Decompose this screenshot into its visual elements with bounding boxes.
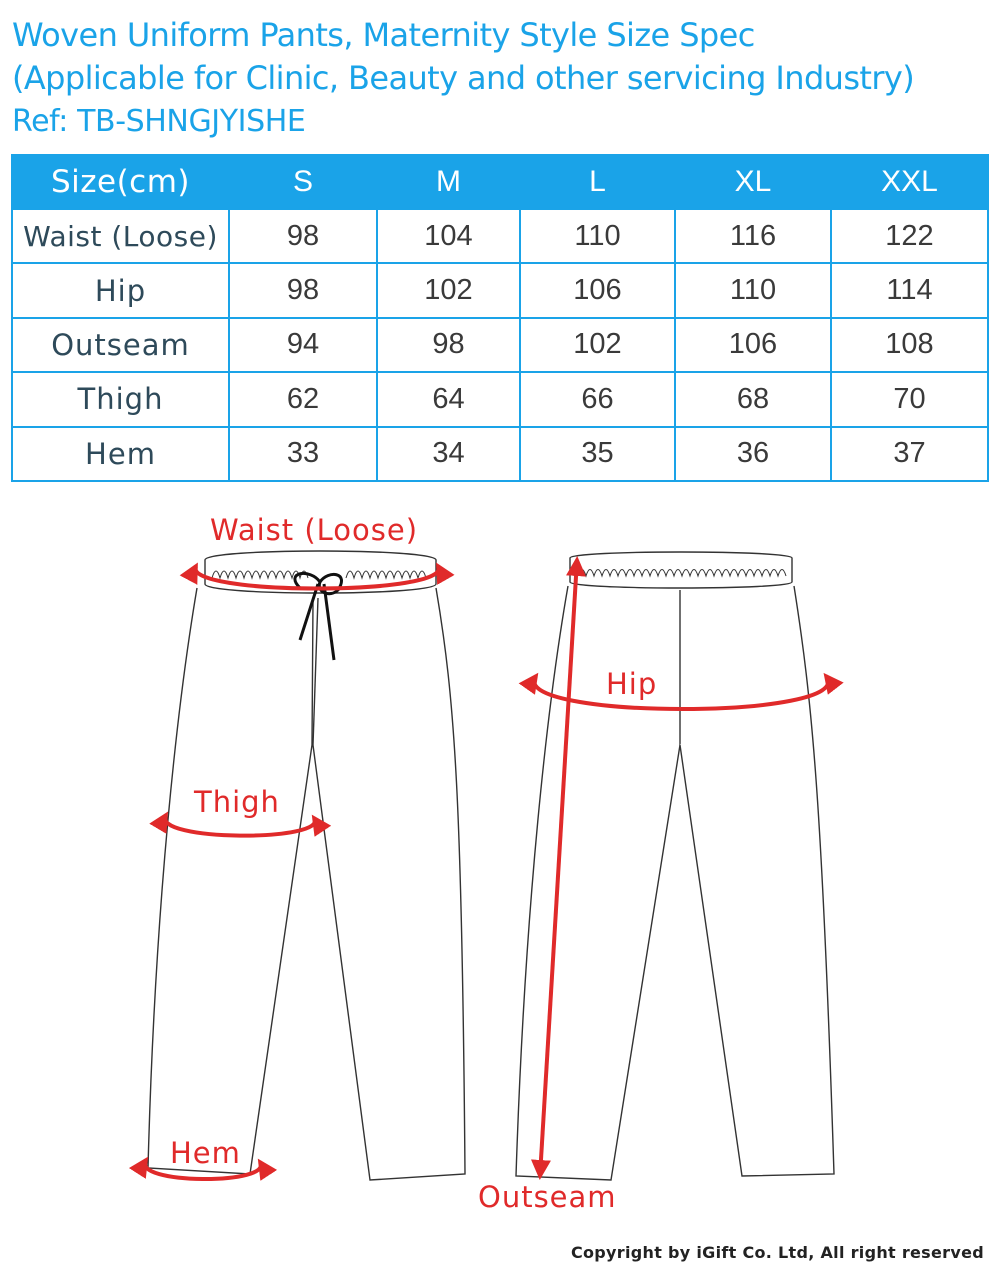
table-cell: 122 [831, 209, 988, 263]
table-cell: 102 [520, 318, 675, 372]
table-cell: 36 [675, 427, 831, 481]
table-cell: 98 [229, 209, 377, 263]
row-label: Waist (Loose) [12, 209, 229, 263]
table-cell: 110 [675, 263, 831, 317]
table-cell: 98 [229, 263, 377, 317]
table-cell: 33 [229, 427, 377, 481]
row-label: Hem [12, 427, 229, 481]
size-header-xxl: XXL [831, 155, 988, 209]
table-cell: 108 [831, 318, 988, 372]
size-header-l: L [520, 155, 675, 209]
hip-label: Hip [606, 667, 658, 701]
copyright-notice: Copyright by iGift Co. Ltd, All right reserved [570, 1243, 984, 1262]
table-cell: 35 [520, 427, 675, 481]
table-cell: 37 [831, 427, 988, 481]
table-cell: 106 [520, 263, 675, 317]
size-spec-table [11, 154, 989, 482]
size-header-s: S [229, 155, 377, 209]
table-cell: 104 [377, 209, 520, 263]
size-unit-header: Size(cm) [12, 155, 229, 209]
row-label: Outseam [12, 318, 229, 372]
table-row-hip [12, 263, 988, 317]
table-row-thigh [12, 372, 988, 426]
table-cell: 98 [377, 318, 520, 372]
table-cell: 116 [675, 209, 831, 263]
size-header-m: M [377, 155, 520, 209]
table-cell: 114 [831, 263, 988, 317]
waist-label: Waist (Loose) [210, 513, 419, 547]
measurement-diagram [0, 490, 1000, 1230]
table-row-hem [12, 427, 988, 481]
table-cell: 102 [377, 263, 520, 317]
table-cell: 62 [229, 372, 377, 426]
thigh-label: Thigh [194, 785, 280, 819]
page-header [12, 14, 992, 143]
table-cell: 106 [675, 318, 831, 372]
table-cell: 68 [675, 372, 831, 426]
front-pants-illustration [148, 551, 465, 1180]
table-cell: 66 [520, 372, 675, 426]
page-title: Woven Uniform Pants, Maternity Style Size Spec [12, 16, 755, 54]
table-cell: 70 [831, 372, 988, 426]
table-cell: 64 [377, 372, 520, 426]
table-row-outseam [12, 318, 988, 372]
row-label: Hip [12, 263, 229, 317]
back-pants-illustration [516, 552, 834, 1180]
page-subtitle: (Applicable for Clinic, Beauty and other servicing Industry) [12, 59, 915, 97]
hem-label: Hem [170, 1136, 241, 1170]
table-row-waist [12, 209, 988, 263]
table-cell: 34 [377, 427, 520, 481]
table-cell: 110 [520, 209, 675, 263]
row-label: Thigh [12, 372, 229, 426]
outseam-label: Outseam [478, 1180, 617, 1214]
size-header-row [12, 155, 988, 209]
size-header-xl: XL [675, 155, 831, 209]
table-cell: 94 [229, 318, 377, 372]
reference-code: Ref: TB-SHNGJYISHE [12, 104, 306, 139]
